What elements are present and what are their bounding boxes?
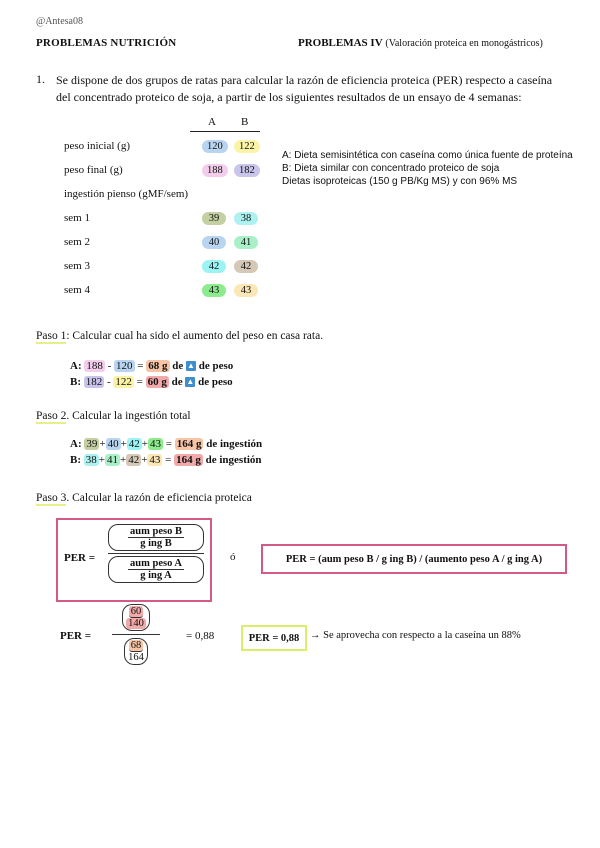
table-cell-b: 42 [234,260,258,273]
header-right-bold: PROBLEMAS IV [298,37,383,49]
step2-a-v4: 43 [150,438,162,450]
step1-a-de: de [172,360,184,372]
step3-heading [36,492,252,504]
step1-a-eq: = [137,360,144,372]
calc-fraction [116,604,156,665]
step2-a-v3: 42 [128,438,140,450]
note-a: A: Dieta semisintética con caseína como única fuente de proteína [282,150,573,161]
plus-sign: + [141,454,148,466]
question-text: Se dispone de dos grupos de ratas para calcular la razón de eficiencia proteica (PER) respecto a caseína del concentrado proteico de soja, a partir de los siguientes resultados de un ensayo de 4 semanas: [56,73,553,104]
step1-b-prefix: B: [70,376,81,388]
or-text: ó [230,551,236,563]
table-header-rule [190,131,260,132]
per-fraction [108,524,204,583]
step2-heading [36,410,191,422]
table-cell-a: 120 [202,140,228,153]
calc-fraction-bottom [124,638,148,665]
calc-top-num: 60 [130,606,142,617]
arrow-up-icon: ▲ [186,377,195,387]
alt-formula-box: PER = (aum peso B / g ing B) / (aumento peso A / g ing A) [261,544,567,574]
step1-text: : Calcular cual ha sido el aumento del peso en casa rata. [66,330,324,342]
step2-a-suffix: de ingestión [206,438,263,450]
table-cell-a: 40 [202,236,226,249]
step1-a-op: - [107,360,112,372]
step1-b-eq: = [136,376,143,388]
step1-b-op: - [107,376,111,388]
step2-text: . Calcular la ingestión total [66,410,191,422]
step1-a-suffix: de peso [198,360,234,372]
step2-b-v4: 43 [149,454,161,466]
step2-label: Paso 2 [36,410,67,422]
step2-a-v2: 40 [107,438,119,450]
per-label: PER = [64,552,96,564]
table-cell-b: 122 [234,140,260,153]
step2-a-v1: 39 [86,438,98,450]
table-row-label: peso final (g) [64,164,123,176]
per-result-box: PER = 0,88 [241,625,307,651]
question-number: 1. [36,72,45,86]
header-left-title: PROBLEMAS NUTRICIÓN [36,37,177,49]
header-right-title [298,37,543,49]
table-cell-b: 41 [234,236,258,249]
frac-top-den: g ing B [140,538,172,549]
step2-b-prefix: B: [70,454,81,466]
per-fraction-bottom [108,556,204,583]
step1-b-de: de [171,376,183,388]
col-b-header: B [241,116,249,128]
calc-equals: = 0,88 [186,630,215,642]
step2-b-v1: 38 [85,454,97,466]
table-cell-a: 43 [202,284,226,297]
step1-heading [36,330,323,342]
frac-bot-num: aum peso A [130,558,182,569]
step1-a-v1: 188 [86,360,103,372]
step2-b-suffix: de ingestión [205,454,262,466]
step1-b-v2: 122 [115,376,132,388]
per-fraction-top [108,524,204,551]
col-a-header: A [208,116,216,128]
step1-line-b [70,376,233,388]
plus-sign: + [99,438,106,450]
calc-fraction-top [122,604,150,631]
plus-sign: + [119,454,127,466]
diet-notes [282,149,573,188]
header-right-sub: (Valoración proteica en monogástricos) [385,38,543,49]
table-cell-b: 43 [234,284,258,297]
calc-per-label: PER = [60,630,92,642]
note-diets: Dietas isoproteicas (150 g PB/Kg MS) y con 96% MS [282,176,518,187]
conclusion-text: → Se aprovecha con respecto a la caseína un 88% [310,630,521,641]
step1-a-result: 68 g [148,360,168,372]
calc-bot-num: 68 [130,640,142,651]
frac-bot-den: g ing A [140,570,172,581]
equals-sign: = [165,454,172,466]
author-tag: @Antesa08 [36,16,83,27]
table-row-label: peso inicial (g) [64,140,130,152]
calc-top-den: 140 [128,618,144,629]
step2-a-result: 164 g [176,438,202,450]
step2-line-a [70,438,262,450]
step2-b-v2: 41 [106,454,118,466]
frac-top-num: aum peso B [130,526,182,537]
step1-b-v1: 182 [85,376,103,388]
step2-a-prefix: A: [70,438,82,450]
table-row-label: sem 3 [64,260,90,272]
step1-a-v2: 120 [116,360,133,372]
step1-label: Paso 1 [36,330,67,342]
table-row-label: sem 2 [64,236,90,248]
fraction-bar [108,553,204,554]
arrow-up-icon: ▲ [187,361,195,371]
step1-b-suffix: de peso [198,376,233,388]
table-cell-b: 38 [234,212,258,225]
step1-b-result: 60 g [147,376,167,388]
table-cell-a: 42 [202,260,226,273]
step1-line-a [70,360,233,372]
step3-label: Paso 3 [36,492,67,504]
table-cell-b: 182 [234,164,260,177]
step2-b-result: 164 g [176,454,201,466]
table-cell-a: 39 [202,212,226,225]
fraction-bar [112,634,160,635]
step3-text: . Calcular la razón de eficiencia proteica [66,492,252,504]
note-b: B: Dieta similar con concentrado proteico de soja [282,163,500,174]
equals-sign: = [165,438,172,450]
step2-b-v3: 42 [128,454,140,466]
step1-a-prefix: A: [70,360,82,372]
calc-bot-den: 164 [128,652,144,663]
plus-sign: + [120,438,127,450]
per-formula-box [56,518,212,602]
step2-line-b [70,454,262,466]
plus-sign: + [98,454,105,466]
table-row-label: sem 4 [64,284,90,296]
table-cell-a: 188 [202,164,228,177]
plus-sign: + [141,438,149,450]
table-row-label: ingestión pienso (gMF/sem) [64,188,189,200]
table-row-label: sem 1 [64,212,90,224]
